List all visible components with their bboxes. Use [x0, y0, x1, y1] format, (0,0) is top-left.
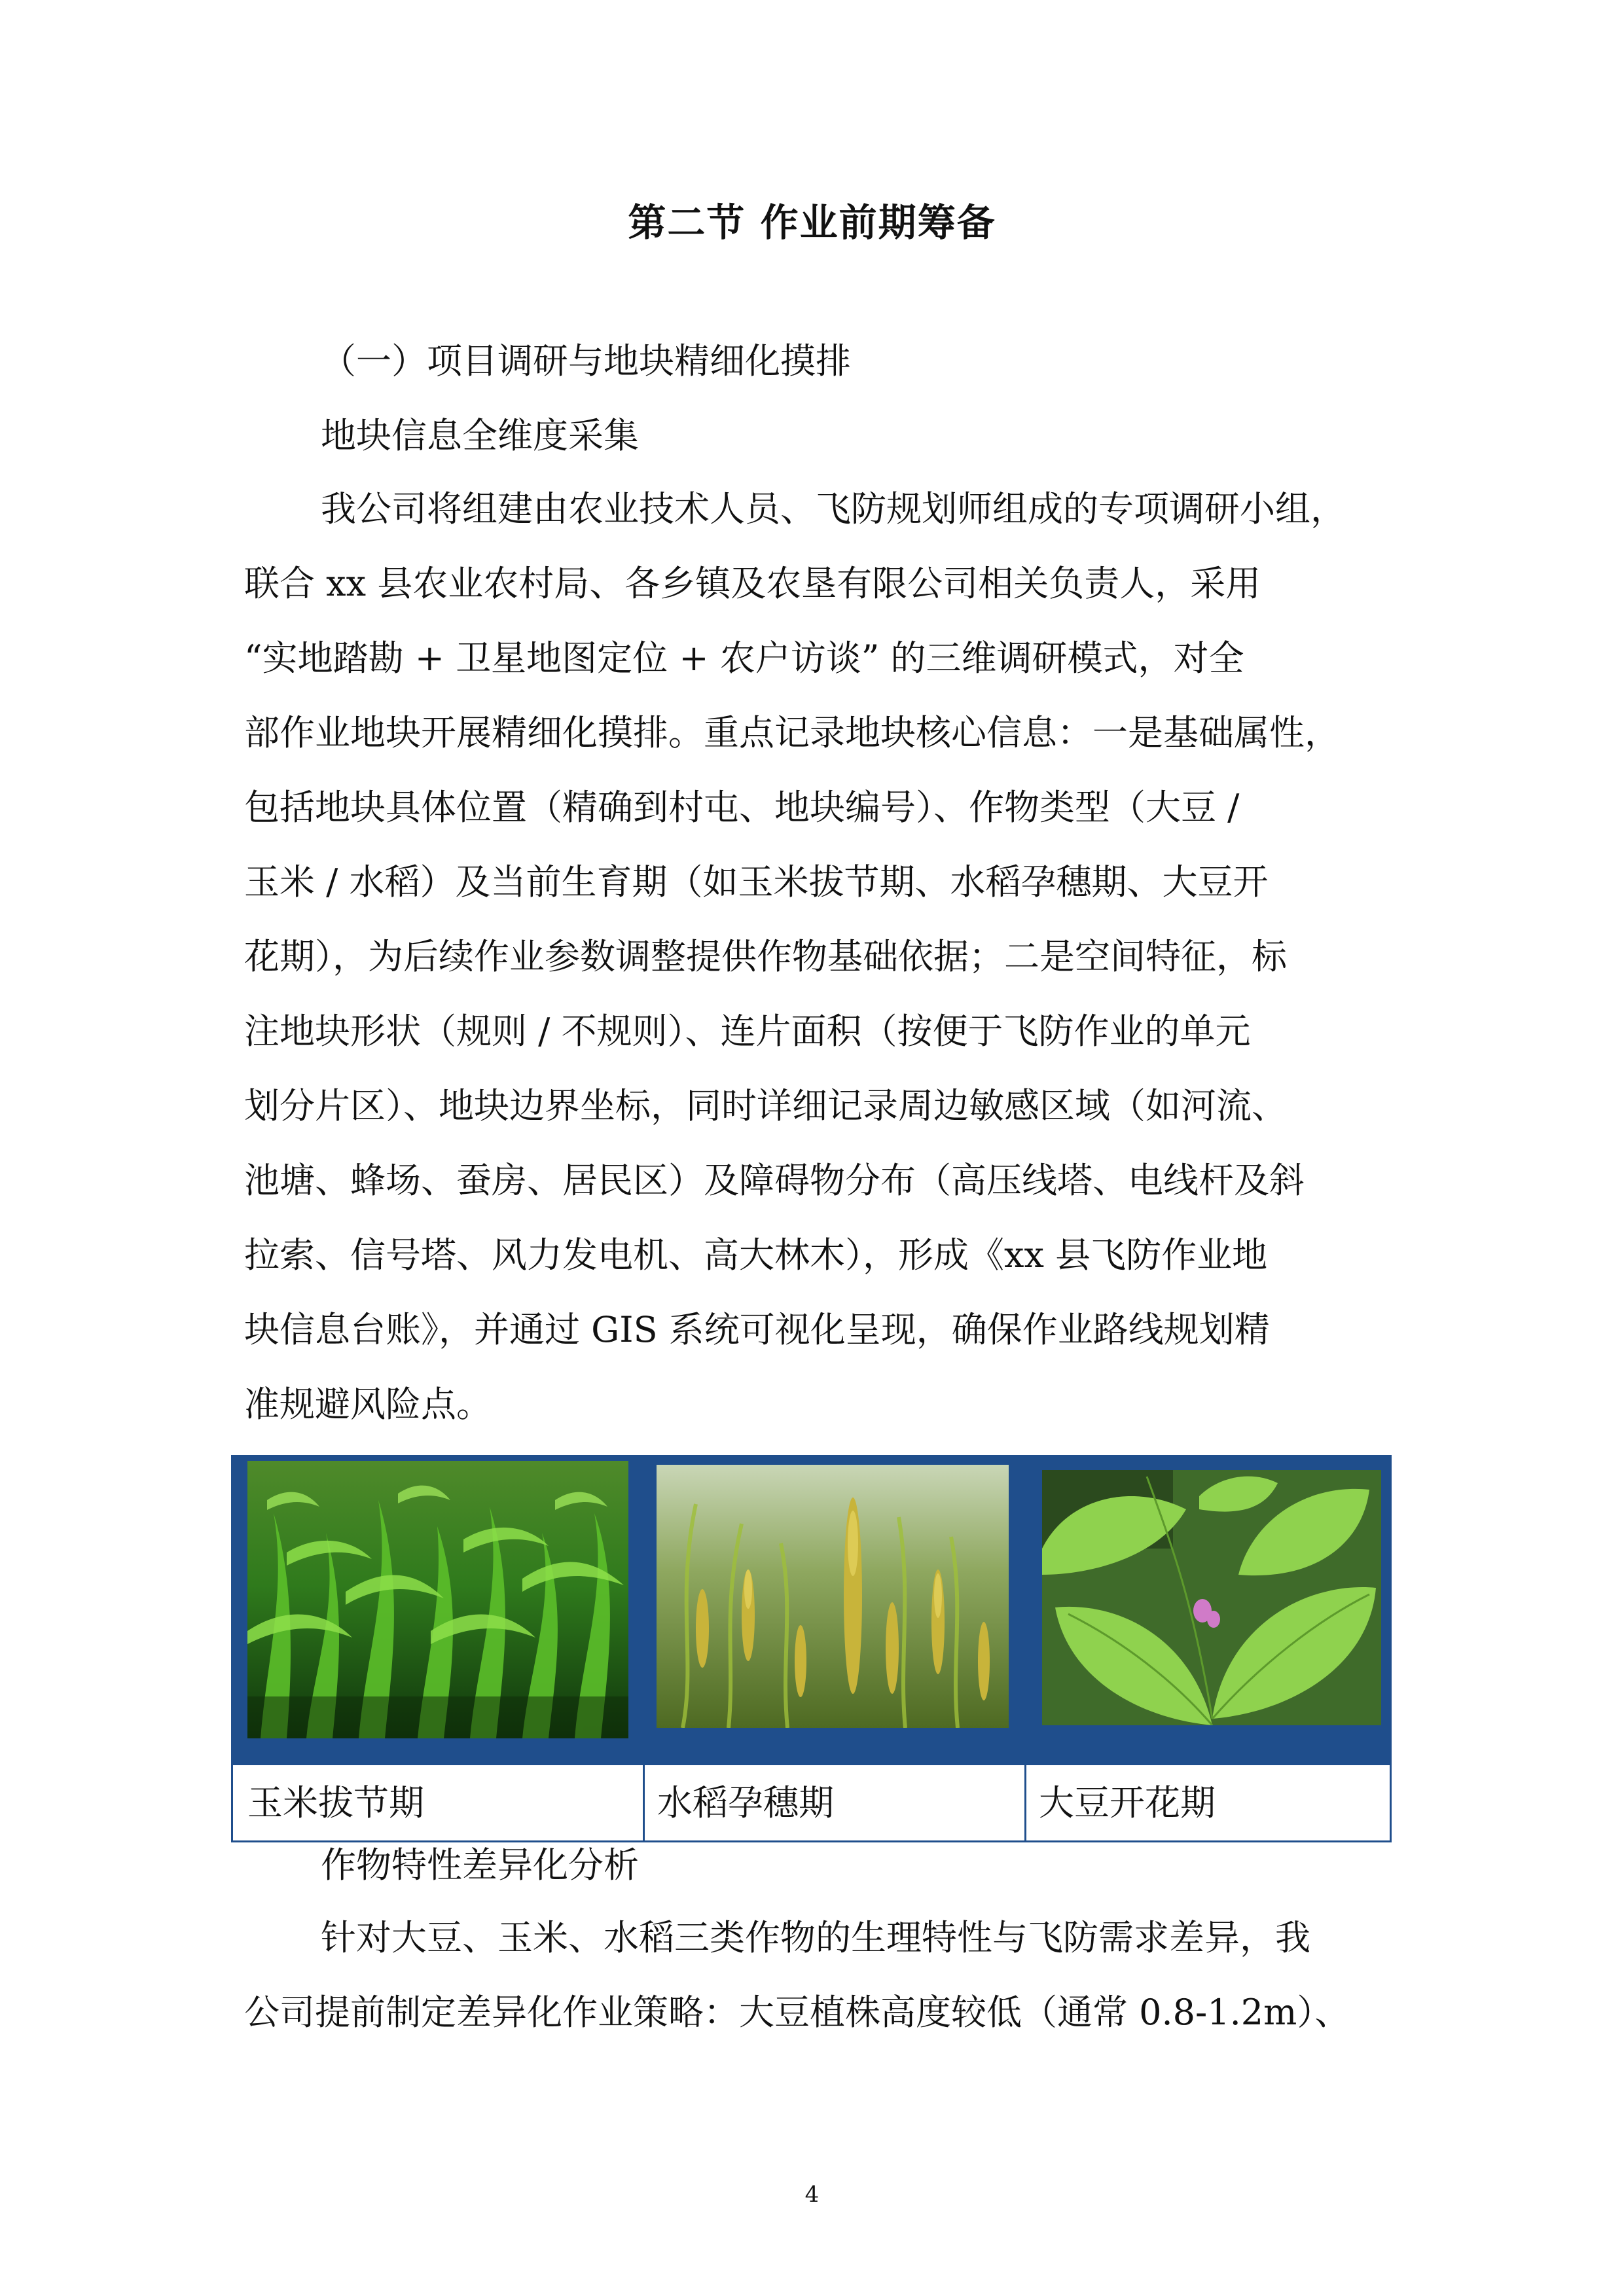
- paragraph-crop-strategy: [244, 1901, 1386, 2050]
- crop-photo-table: [231, 1455, 1392, 1842]
- rice-booting-photo: [657, 1465, 1009, 1728]
- paragraph-line: “实地踏勘 + 卫星地图定位 + 农户访谈” 的三维调研模式，对全: [244, 637, 1244, 679]
- sub-heading: （一）项目调研与地块精细化摸排: [321, 340, 851, 382]
- paragraph-line: 拉索、信号塔、风力发电机、高大林木），形成《xx 县飞防作业地: [244, 1234, 1268, 1276]
- paragraph-line: 划分片区）、地块边界坐标，同时详细记录周边敏感区域（如河流、: [244, 1085, 1287, 1126]
- caption-soybean: 大豆开花期: [1039, 1782, 1216, 1823]
- paragraph-line: 包括地块具体位置（精确到村屯、地块编号）、作物类型（大豆 /: [244, 787, 1240, 828]
- paragraph-line: 花期），为后续作业参数调整提供作物基础依据；二是空间特征，标: [244, 936, 1287, 977]
- caption-corn: 玉米拔节期: [247, 1782, 424, 1823]
- photo-row: [233, 1457, 1390, 1763]
- paragraph-line: 联合 xx 县农业农村局、各乡镇及农垦有限公司相关负责人，采用: [244, 563, 1261, 604]
- topic-heading-land-info: 地块信息全维度采集: [321, 415, 639, 456]
- paragraph-line: 池塘、蜂场、蚕房、居民区）及障碍物分布（高压线塔、电线杆及斜: [244, 1160, 1305, 1201]
- paragraph-line: 注地块形状（规则 / 不规则）、连片面积（按便于飞防作业的单元: [244, 1011, 1251, 1052]
- paragraph-line: 公司提前制定差异化作业策略：大豆植株高度较低（通常 0.8-1.2m）、: [244, 1992, 1350, 2033]
- caption-rice: 水稻孕穗期: [657, 1782, 834, 1823]
- caption-row: [233, 1763, 1390, 1840]
- corn-jointing-photo: [247, 1461, 628, 1738]
- paragraph-line: 部作业地块开展精细化摸排。重点记录地块核心信息：一是基础属性，: [244, 712, 1340, 753]
- photo-cell-rice: [645, 1457, 1024, 1763]
- paragraph-line: 我公司将组建由农业技术人员、飞防规划师组成的专项调研小组，: [321, 488, 1346, 529]
- paragraph-line: 准规避风险点。: [244, 1384, 492, 1425]
- paragraph-line: 针对大豆、玉米、水稻三类作物的生理特性与飞防需求差异，我: [321, 1917, 1310, 1958]
- photo-cell-soybean: [1026, 1457, 1390, 1763]
- topic-heading-crop-analysis: 作物特性差异化分析: [321, 1844, 639, 1886]
- paragraph-line: 玉米 / 水稻）及当前生育期（如玉米拔节期、水稻孕穗期、大豆开: [244, 861, 1269, 903]
- page-number: 4: [804, 2181, 820, 2208]
- soybean-flowering-photo: [1042, 1470, 1381, 1725]
- paragraph-line: 块信息台账》，并通过 GIS 系统可视化呈现，确保作业路线规划精: [244, 1309, 1270, 1350]
- paragraph-land-survey: [244, 472, 1386, 1442]
- page-title: 第二节 作业前期筹备: [628, 200, 996, 245]
- photo-cell-corn: [233, 1457, 643, 1763]
